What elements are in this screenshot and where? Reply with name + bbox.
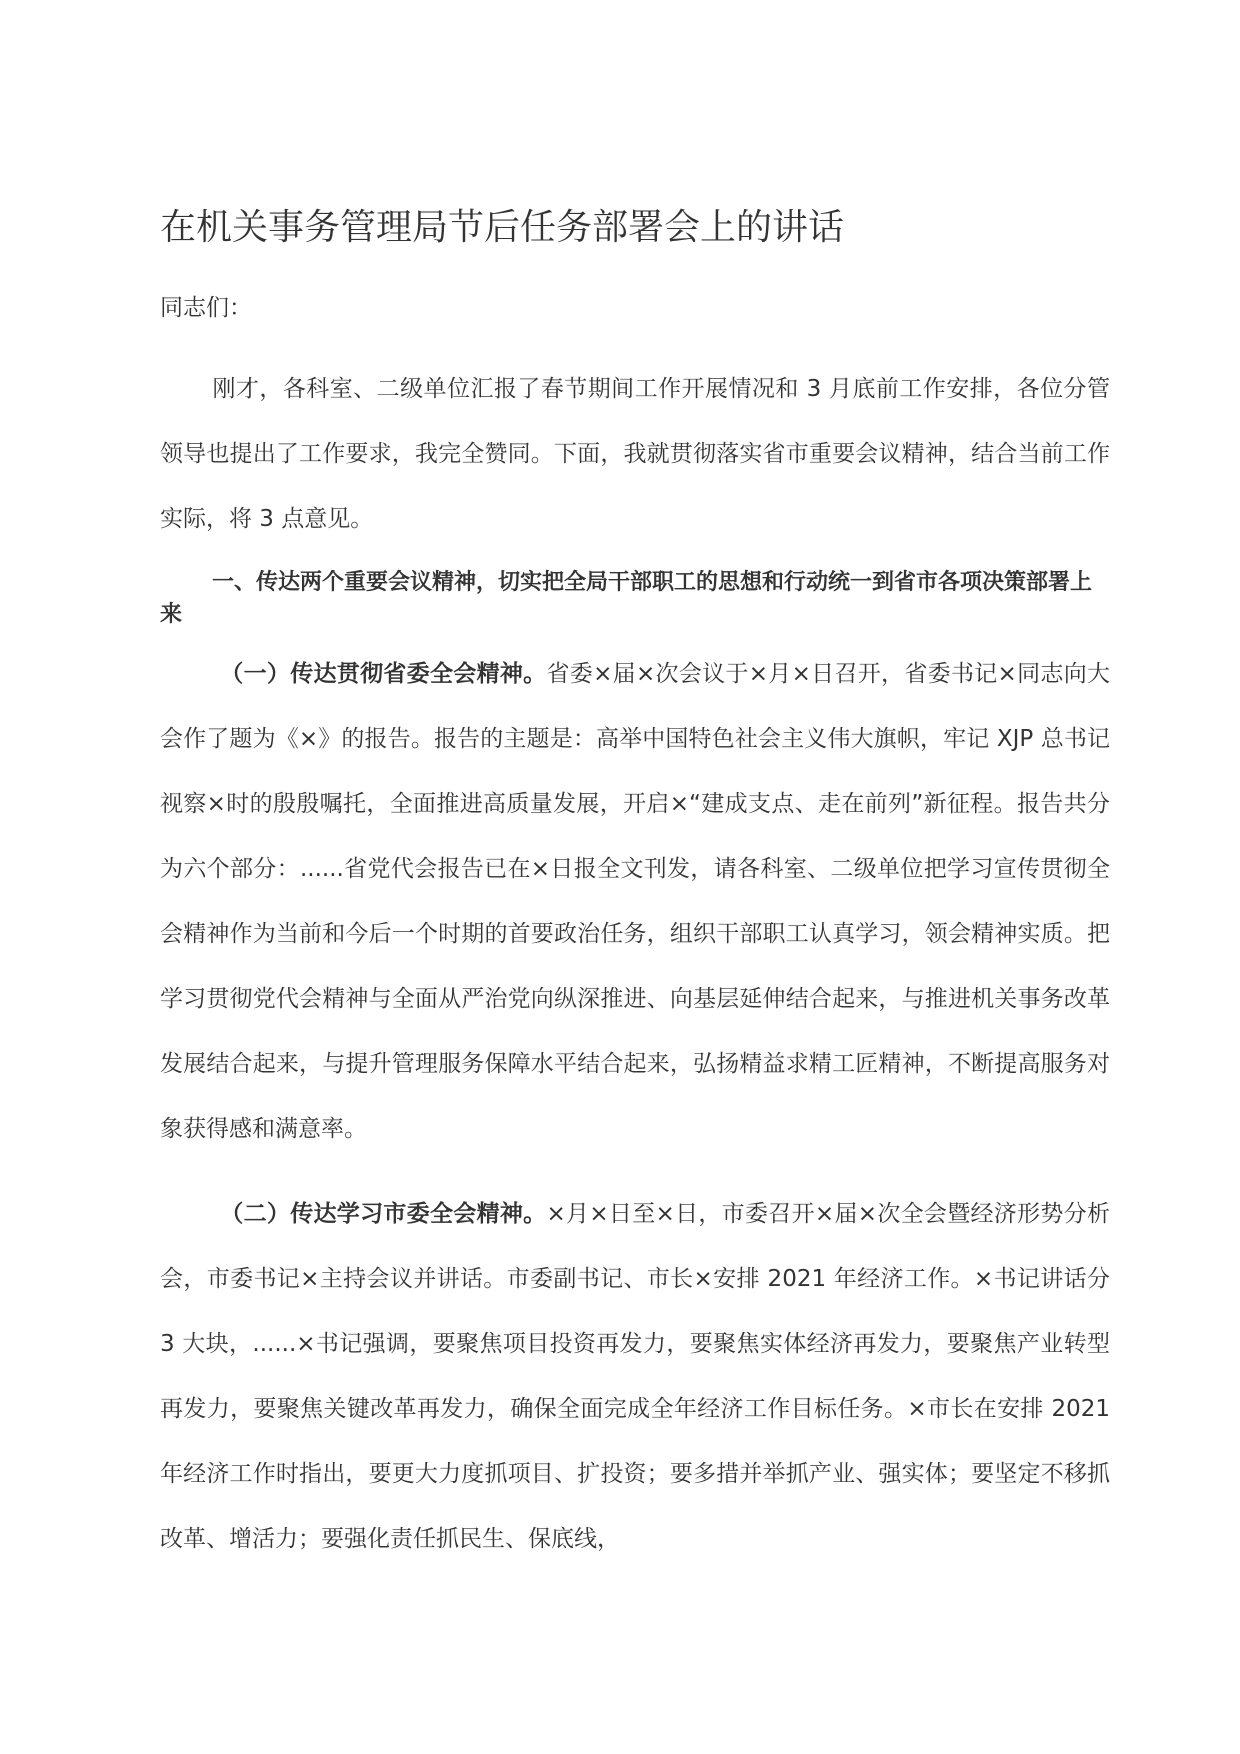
salutation: 同志们： <box>160 295 252 321</box>
section-1-heading-text: 一、传达两个重要会议精神，切实把全局干部职工的思想和行动统一到省市各项决策部署上来 <box>160 570 1093 627</box>
intro-text: 刚才，各科室、二级单位汇报了春节期间工作开展情况和 3 月底前工作安排，各位分管领导也提出了工作要求，我完全赞同。下面，我就贯彻落实省市重要会议精神，结合当前工作实际，将 3 点意见。 <box>160 376 1110 532</box>
subsection-1-body: 省委×届×次会议于×月×日召开，省委书记×同志向大会作了题为《×》的报告。报告的主题是：高举中国特色社会主义伟大旗帜，牢记 XJP 总书记视察×时的殷殷嘱托，全面推进高质量发展，开启×“建成支点、走在前列”新征程。报告共分为六个部分：......省党代会报告已在×日报全文刊发，请各科室、二级单位把学习宣传贯彻全会精神作为当前和今后一个时期的首要政治任务，组织干部职工认真学习，领会精神实质。把学习贯彻党代会精神与全面从严治党向纵深推进、向基层延伸结合起来，与推进机关事务改革发展结合起来，与提升管理服务保障水平结合起来，弘扬精益求精工匠精神，不断提高服务对象获得感和满意率。 <box>160 661 1111 1142</box>
section-1-heading <box>160 567 1110 631</box>
subsection-1-heading: （一）传达贯彻省委全会精神。 <box>220 661 547 687</box>
document-title: 在机关事务管理局节后任务部署会上的讲话 <box>160 207 845 248</box>
subsection-2-paragraph <box>160 1182 1110 1572</box>
subsection-2-body: ×月×日至×日，市委召开×届×次全会暨经济形势分析会，市委书记×主持会议并讲话。市委副书记、市长×安排 2021 年经济工作。×书记讲话分 3 大块，......×书记强调，要聚焦项目投资再发力，要聚焦实体经济再发力，要聚焦产业转型再发力，要聚焦关键改革再发力，确保全面完成全年经济工作目标任务。×市长在安排 2021 年经济工作时指出，要更大力度抓项目、扩投资；要多措并举抓产业、强实体；要坚定不移抓改革、增活力；要强化责任抓民生、保底线， <box>160 1201 1111 1552</box>
subsection-2-heading: （二）传达学习市委全会精神。 <box>220 1201 547 1227</box>
intro-paragraph <box>160 357 1110 552</box>
document-page <box>160 0 1110 1754</box>
subsection-1-paragraph <box>160 642 1110 1162</box>
